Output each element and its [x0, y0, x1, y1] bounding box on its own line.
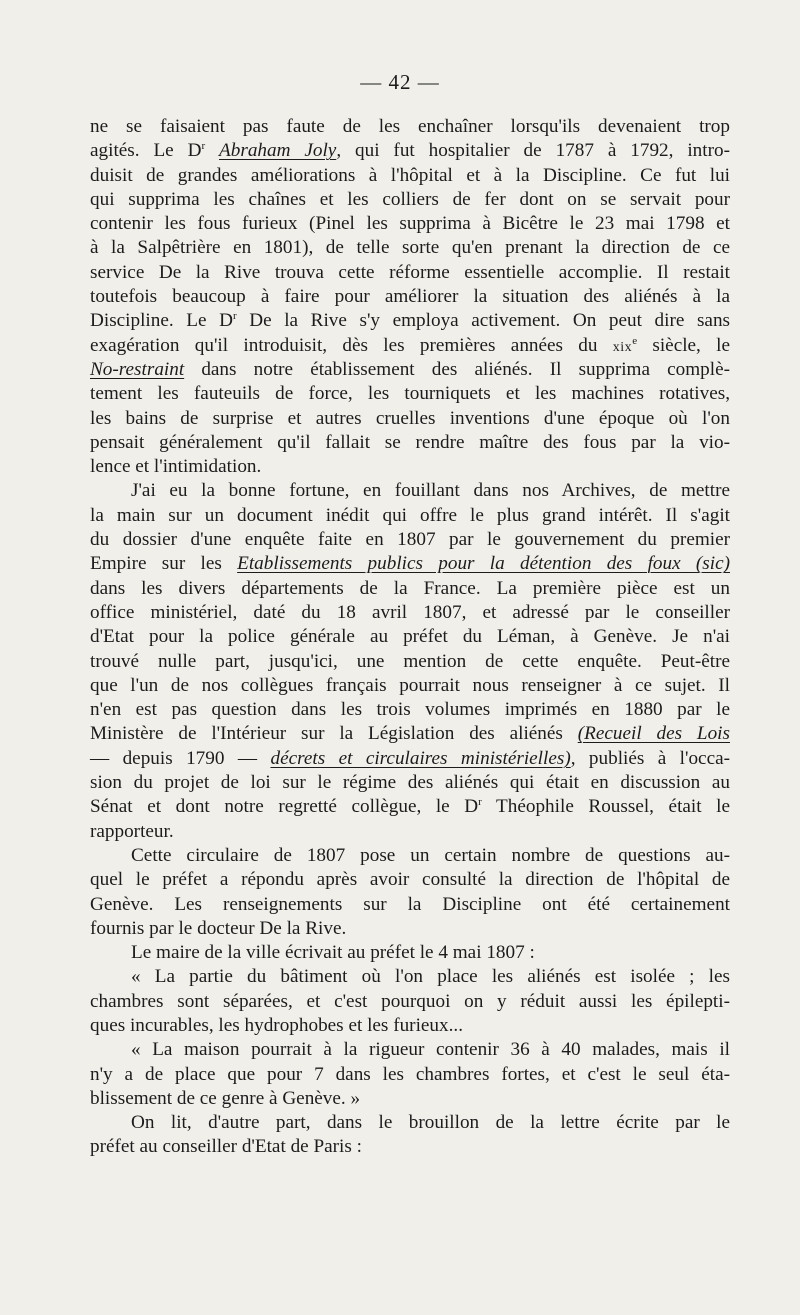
text-segment: De la Rive s'y employa activement. On peut dire sans — [236, 310, 731, 332]
text-line — [90, 552, 730, 576]
text-line: tement les fauteuils de force, les tourniquets et les machines rotatives, — [90, 383, 730, 405]
text-line: ques incurables, les hydrophobes et les furieux... — [90, 1014, 463, 1036]
text-line: n'en est pas question dans les trois volumes imprimés en 1880 par le — [90, 699, 730, 721]
italic-text: Etablissements publics pour la détention des foux (sic) — [237, 553, 730, 575]
text-line: chambres sont séparées, et c'est pourquoi on y réduit aussi les épilepti- — [90, 990, 730, 1012]
body-text — [90, 115, 730, 1160]
text-line: contenir les fous furieux (Pinel les supprima à Bicêtre le 23 mai 1798 et — [90, 213, 730, 235]
text-segment: exagération qu'il introduisit, dès les premières années du — [90, 334, 613, 356]
superscript: r — [478, 796, 482, 809]
text-line: duisit de grandes améliorations à l'hôpital et à la Discipline. Ce fut lui — [90, 164, 730, 186]
text-line: blissement de ce genre à Genève. » — [90, 1087, 361, 1109]
text-line — [90, 747, 730, 771]
text-segment — [205, 140, 219, 161]
text-segment: Sénat et dont notre regretté collègue, le D — [90, 796, 479, 818]
text-line: à la Salpêtrière en 1801), de telle sorte qu'en prenant la direction de ce — [90, 237, 730, 259]
text-segment: Ministère de l'Intérieur sur la Législation des aliénés — [90, 723, 578, 745]
text-segment: — depuis 1790 — — [90, 747, 271, 769]
text-line: que l'un de nos collègues français pourrait nous renseigner à ce sujet. Il — [90, 674, 730, 696]
text-line: Cette circulaire de 1807 pose un certain nombre de questions au- — [131, 844, 730, 866]
text-line: d'Etat pour la police générale au préfet du Léman, à Genève. Je n'ai — [90, 626, 730, 648]
superscript: r — [232, 310, 237, 323]
text-line: office ministériel, daté du 18 avril 1807, et adressé par le conseiller — [90, 601, 730, 623]
text-line: qui supprima les chaînes et les colliers de fer dont on se servait pour — [90, 188, 730, 210]
text-segment: siècle, le — [637, 334, 730, 356]
text-line: J'ai eu la bonne fortune, en fouillant dans nos Archives, de mettre — [131, 480, 730, 502]
text-line: du dossier d'une enquête faite en 1807 par le gouvernement du premier — [90, 529, 730, 551]
superscript: e — [632, 334, 638, 347]
text-line: lence et l'intimidation. — [90, 456, 262, 478]
text-line — [90, 334, 730, 358]
text-line: ne se faisaient pas faute de les enchaîner lorsqu'ils devenaient trop — [90, 116, 730, 137]
superscript: r — [201, 140, 206, 153]
text-line: dans les divers départements de la France. La première pièce est un — [90, 577, 730, 599]
text-line: n'y a de place que pour 7 dans les chambres fortes, et c'est le seul éta- — [90, 1063, 730, 1085]
italic-text: No-restraint — [90, 358, 185, 380]
text-line: préfet au conseiller d'Etat de Paris : — [90, 1136, 362, 1158]
text-line: « La partie du bâtiment où l'on place les aliénés est isolée ; les — [131, 966, 730, 988]
text-line: toutefois beaucoup à faire pour améliorer la situation des aliénés à la — [90, 286, 730, 308]
text-segment: Discipline. Le D — [90, 310, 233, 332]
text-line: sion du projet de loi sur le régime des aliénés qui était en discussion au — [90, 772, 730, 794]
text-line — [90, 139, 730, 163]
text-line: la main sur un document inédit qui offre le plus grand intérêt. Il s'agit — [90, 504, 730, 526]
text-segment: , publiés à l'occa- — [570, 747, 730, 769]
text-segment: agités. Le D — [90, 140, 202, 162]
text-segment: xix — [612, 339, 633, 355]
text-line — [90, 358, 730, 382]
text-line: quel le préfet a répondu après avoir consulté la direction de l'hôpital de — [90, 869, 730, 891]
text-segment: Théophile Roussel, était le — [481, 796, 730, 818]
page-number: — 42 — — [360, 70, 440, 94]
text-line: « La maison pourrait à la rigueur contenir 36 à 40 malades, mais il — [131, 1039, 730, 1061]
text-line: fournis par le docteur De la Rive. — [90, 917, 347, 939]
italic-text: (Recueil des Lois — [577, 723, 730, 745]
text-line: les bains de surprise et autres cruelles inventions d'une époque où l'on — [90, 407, 730, 429]
text-line — [90, 795, 730, 819]
italic-text: Abraham Joly — [219, 140, 337, 162]
text-line — [90, 309, 730, 333]
text-segment: dans notre établissement des aliénés. Il supprima complè- — [184, 358, 730, 380]
italic-text: décrets et circulaires ministérielles) — [270, 747, 571, 769]
text-line: Le maire de la ville écrivait au préfet le 4 mai 1807 : — [131, 942, 535, 964]
text-line: On lit, d'autre part, dans le brouillon de la lettre écrite par le — [131, 1112, 730, 1134]
text-line: service De la Rive trouva cette réforme essentielle accomplie. Il restait — [90, 261, 730, 283]
text-line: rapporteur. — [90, 820, 174, 842]
text-segment: , qui fut hospitalier de 1787 à 1792, intro- — [336, 140, 730, 162]
text-line: Genève. Les renseignements sur la Discipline ont été certainement — [90, 893, 730, 915]
text-segment: Empire sur les — [90, 553, 238, 575]
text-line: pensait généralement qu'il fallait se rendre maître des fous par la vio- — [90, 431, 730, 453]
text-line: trouvé nulle part, jusqu'ici, une mention de cette enquête. Peut-être — [90, 650, 730, 672]
text-line — [90, 722, 730, 746]
